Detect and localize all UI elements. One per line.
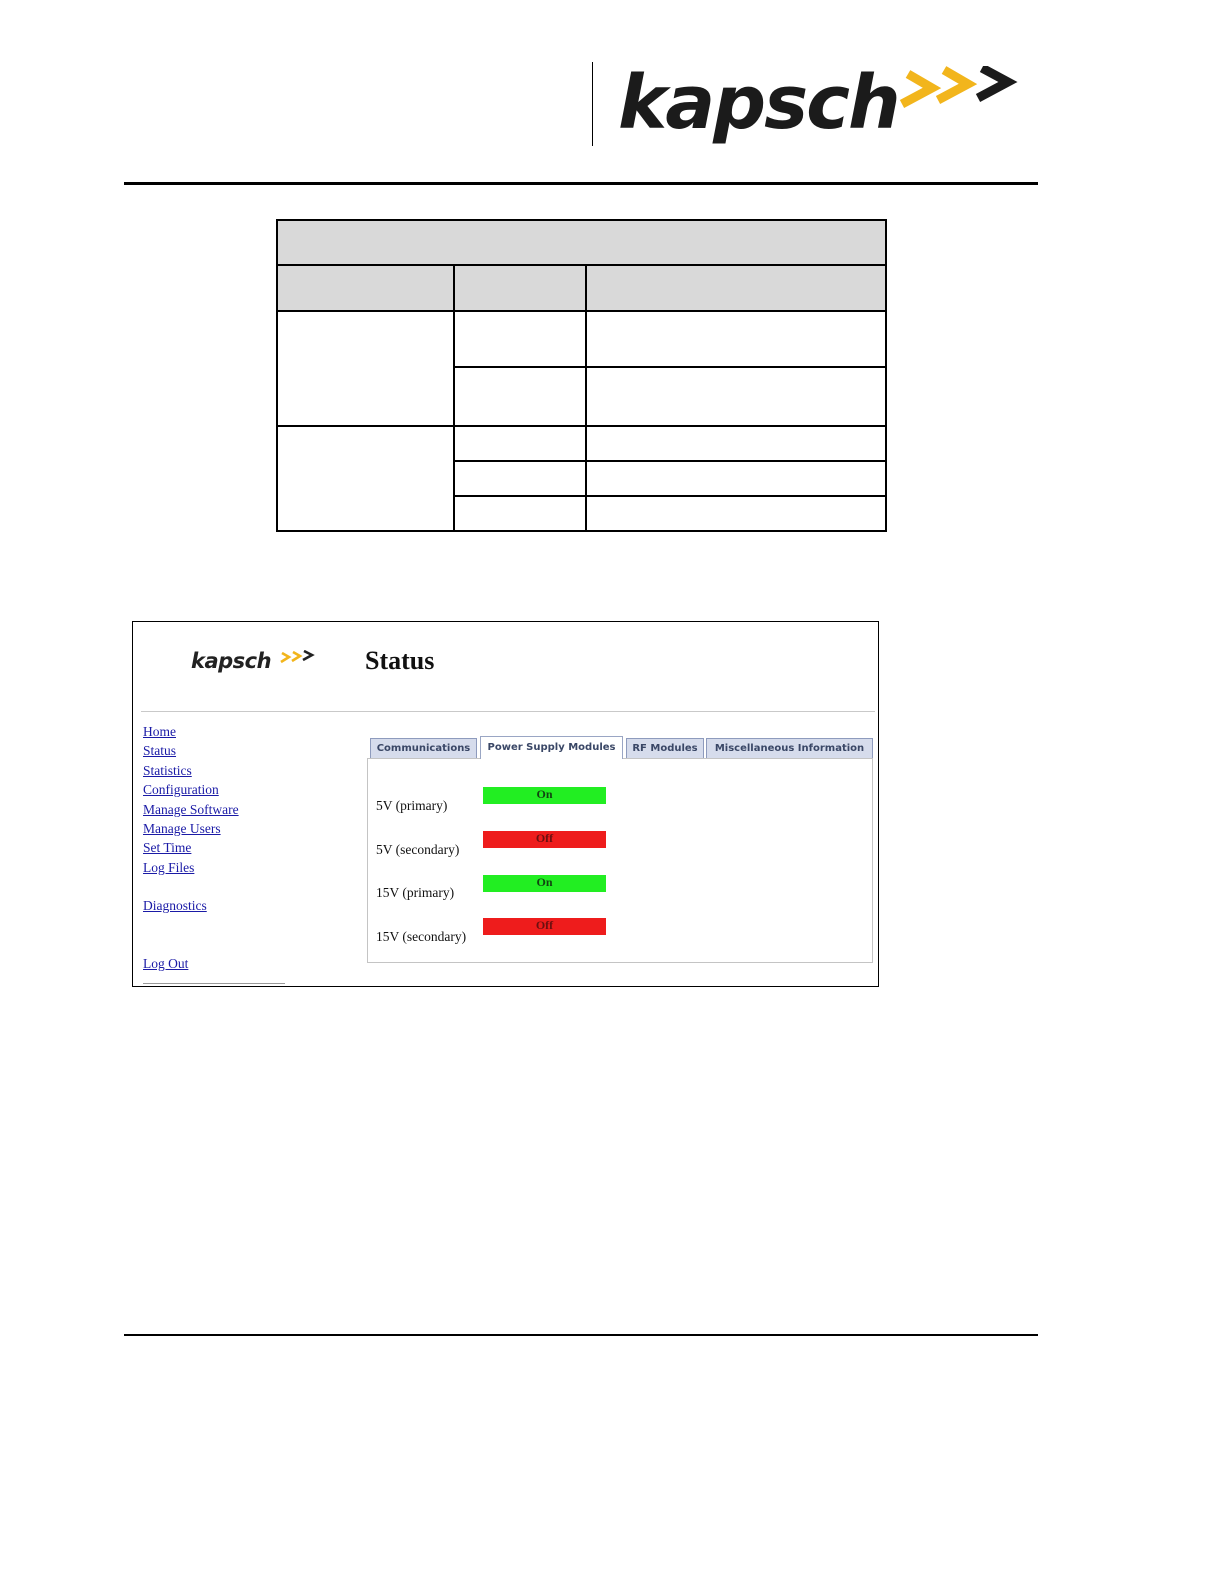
psu-label: 5V (primary) [376, 798, 448, 813]
table-header-cell [454, 265, 586, 311]
table-header-row [277, 265, 886, 311]
screenshot-logo-chevrons-icon [279, 650, 319, 670]
document-table [276, 219, 887, 532]
table-cell [277, 426, 454, 531]
table-cell [277, 311, 454, 426]
table-title-cell [277, 220, 886, 265]
nav-link-set-time[interactable]: Set Time [143, 840, 192, 855]
page-title: Status [365, 646, 435, 675]
header-rule [124, 182, 1038, 185]
table-cell [454, 367, 586, 426]
table-header-cell [586, 265, 886, 311]
tab-communications[interactable]: Communications [370, 738, 477, 758]
nav-link-diagnostics[interactable]: Diagnostics [143, 898, 207, 913]
status-page-screenshot [132, 621, 879, 987]
table-cell [454, 311, 586, 367]
logo-chevrons-icon [898, 66, 1028, 126]
header-divider [592, 62, 593, 146]
psu-status-indicator: Off [483, 831, 606, 848]
psu-status-indicator: On [483, 787, 606, 804]
nav-link-home[interactable]: Home [143, 724, 176, 739]
table-cell [454, 426, 586, 461]
tab-miscellaneous-information[interactable]: Miscellaneous Information [706, 738, 873, 758]
power-supply-panel [367, 758, 873, 963]
nav-link-configuration[interactable]: Configuration [143, 782, 219, 797]
psu-status-indicator: Off [483, 918, 606, 935]
title-separator [141, 711, 875, 712]
screenshot-logo-wordmark: kapsch [191, 649, 272, 673]
logo-wordmark: kapsch [618, 60, 899, 146]
table-row [277, 311, 886, 367]
table-title-row [277, 220, 886, 265]
table-cell [586, 461, 886, 496]
tab-rf-modules[interactable]: RF Modules [626, 738, 704, 758]
nav-bottom-rule [143, 983, 285, 984]
screenshot-logo [191, 644, 331, 678]
kapsch-logo [612, 58, 1032, 148]
table-cell [454, 496, 586, 531]
table-cell [586, 496, 886, 531]
tab-power-supply-modules[interactable]: Power Supply Modules [480, 736, 623, 759]
table-cell [586, 367, 886, 426]
nav-link-log-out[interactable]: Log Out [143, 956, 189, 971]
psu-label: 5V (secondary) [376, 842, 460, 857]
nav-link-manage-software[interactable]: Manage Software [143, 802, 239, 817]
nav-link-manage-users[interactable]: Manage Users [143, 821, 221, 836]
table-cell [586, 311, 886, 367]
nav-link-status[interactable]: Status [143, 743, 177, 758]
table-row [277, 426, 886, 461]
nav-link-statistics[interactable]: Statistics [143, 763, 192, 778]
psu-label: 15V (primary) [376, 885, 455, 900]
table-cell [454, 461, 586, 496]
footer-rule [124, 1334, 1038, 1336]
nav-link-log-files[interactable]: Log Files [143, 860, 195, 875]
psu-status-indicator: On [483, 875, 606, 892]
table-cell [586, 426, 886, 461]
psu-label: 15V (secondary) [376, 929, 467, 944]
table-header-cell [277, 265, 454, 311]
